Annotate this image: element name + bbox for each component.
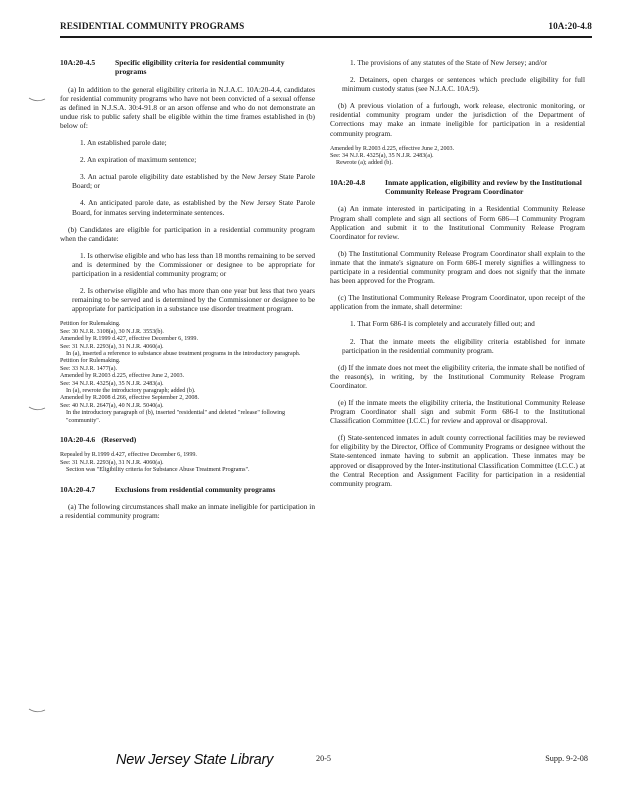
page-footer: [0, 752, 618, 776]
running-header: [60, 21, 592, 35]
history-line: Petition for Rulemaking.: [60, 358, 121, 365]
section-heading: [330, 178, 585, 197]
history-line: See: 31 N.J.R. 2293(a), 31 N.J.R. 4060(a).: [60, 459, 164, 466]
list-item: 1. The provisions of any statutes of the State of New Jersey; and/or: [350, 58, 548, 67]
header-section-code: 10A:20-4.8: [548, 21, 592, 31]
history-line: Amended by R.2003 d.225, effective June 2, 2003.: [330, 145, 455, 152]
supplement-date: Supp. 9-2-08: [545, 754, 588, 763]
section-heading: [60, 435, 315, 444]
header-rule: [60, 36, 592, 38]
history-line: Section was "Eligibility criteria for Substance Abuse Treatment Programs".: [66, 467, 250, 474]
list-item: 1. That Form 686-I is completely and accurately filled out; and: [350, 319, 535, 329]
history-line: In (a), inserted a reference to substance abuse treatment programs in the introductory paragraph.: [66, 351, 301, 357]
list-item: 2. Is otherwise eligible and who has more than one year but less that two years remaining to be served and is determined by the Commissioner or designee to be appropriate for participation in a substance use disorder treatment program.: [72, 286, 315, 314]
punch-mark-icon: [28, 96, 46, 104]
section-number: 10A:20-4.7: [60, 484, 96, 494]
paragraph: (a) In addition to the general eligibility criteria in N.J.A.C. 10A:20-4.4, candidates for residential community programs who have not been convicted of a sexual offense as defined in N.J.S.A. 30:4-91.8 or an arson offense and who do not demonstrate an undue risk to public safety shall be eligible within the time frames established in (b) below of:: [60, 84, 315, 130]
paragraph: (a) The following circumstances shall make an inmate ineligible for participation in a residential community program:: [60, 501, 315, 520]
list-item: 2. That the inmate meets the eligibility criteria established for inmate participation in the residential community program.: [342, 336, 585, 355]
history-line: Rewrote (a); added (b).: [336, 160, 393, 167]
right-column: [330, 58, 585, 496]
history-line: Amended by R.1999 d.427, effective December 6, 1999.: [60, 336, 198, 343]
list-item: 2. An expiration of maximum sentence;: [80, 155, 197, 165]
history-line: Repealed by R.1999 d.427, effective December 6, 1999.: [60, 452, 197, 459]
list-item: 3. An actual parole eligibility date established by the New Jersey State Parole Board; or: [72, 172, 315, 191]
history-line: In (a), rewrote the introductory paragraph; added (b).: [66, 388, 196, 395]
list-item: 2. Detainers, open charges or sentences which preclude eligibility for full minimum custody status (see N.J.A.C. 10A:9).: [342, 75, 585, 94]
paragraph: (b) A previous violation of a furlough, work release, electronic monitoring, or residential community program under the jurisdiction of the Department of Corrections may make an inmate ineligible for participation in a residential community program.: [330, 101, 585, 138]
section-number: 10A:20-4.6: [60, 435, 96, 445]
left-column: [60, 58, 315, 528]
history-line: See: 34 N.J.R. 4325(a), 35 N.J.R. 2483(a).: [330, 153, 434, 160]
history-line: Petition for Rulemaking.: [60, 321, 121, 328]
paragraph: (a) An inmate interested in participating in a Residential Community Release Program shall complete and sign all sections of Form 686—I Community Program Application and submit it to the Institutional Community Release Program Coordinator for review.: [330, 204, 585, 241]
page-number: 20-5: [316, 754, 332, 763]
punch-mark-icon: [28, 405, 46, 413]
list-item: 4. An anticipated parole date, as established by the New Jersey State Parole Board, for inmates serving indeterminate sentences.: [72, 198, 315, 217]
paragraph: (e) If the inmate meets the eligibility criteria, the Institutional Community Release Program Coordinator shall sign and submit Form 686-I to the Institutional Classification Committee (I.C.C.) for review and approval or disapproval.: [330, 397, 585, 426]
paragraph: (f) State-sentenced inmates in adult county correctional facilities may be reviewed for eligibility by the Director, Office of Community Programs or designee without the State-sentenced inmate having to submit an application. These inmates may be approved or disapproved by the Inter-institutional Classification Committee (I.C.C.) at the Central Reception and Assignment Facility for participation in a residential community program.: [330, 433, 585, 488]
history-line: In the introductory paragraph of (b), inserted "residential" and deleted "release" following "community".: [66, 410, 286, 424]
library-stamp: New Jersey State Library: [116, 752, 274, 768]
section-heading: [60, 485, 315, 494]
section-title: Exclusions from residential community programs: [115, 484, 276, 494]
section-title: (Reserved): [101, 435, 137, 445]
history-line: Amended by R.2008 d.266, effective September 2, 2008.: [60, 395, 199, 402]
section-title: Inmate application, eligibility and review by the Institutional Community Release Program Coordinator: [385, 177, 582, 197]
history-line: See: 30 N.J.R. 3108(a), 30 N.J.R. 3553(b).: [60, 328, 164, 335]
history-line: See: 34 N.J.R. 4325(a), 35 N.J.R. 2483(a).: [60, 380, 164, 387]
paragraph: (c) The Institutional Community Release Program Coordinator, upon receipt of the application from the inmate, shall determine:: [330, 293, 585, 312]
history-line: See: 40 N.J.R. 2647(a), 40 N.J.R. 5040(a).: [60, 402, 164, 409]
history-note: [60, 321, 315, 425]
history-line: See: 33 N.J.R. 1477(a).: [60, 365, 118, 372]
list-item: 1. An established parole date;: [80, 138, 167, 148]
history-line: Amended by R.2003 d.225, effective June 2, 2003.: [60, 373, 185, 380]
paragraph: (b) Candidates are eligible for participation in a residential community program when the candidate:: [60, 224, 315, 243]
punch-mark-icon: [28, 707, 46, 715]
list-item: 1. Is otherwise eligible and who has less than 18 months remaining to be served and is determined by the Commissioner or designee to be appropriate for participation in a residential community program; or: [72, 250, 315, 278]
section-number: 10A:20-4.5: [60, 58, 96, 67]
section-heading: [60, 58, 315, 77]
section-number: 10A:20-4.8: [330, 177, 366, 187]
history-note: [60, 452, 315, 474]
history-note: [330, 146, 585, 168]
header-title: RESIDENTIAL COMMUNITY PROGRAMS: [60, 21, 245, 31]
paragraph: (d) If the inmate does not meet the eligibility criteria, the inmate shall be notified of the reason(s), in writing, by the Institutional Community Release Program Coordinator.: [330, 362, 585, 390]
history-line: See: 31 N.J.R. 2293(a), 31 N.J.R. 4060(a).: [60, 343, 164, 350]
section-title: Specific eligibility criteria for residential community programs: [115, 58, 285, 77]
paragraph: (b) The Institutional Community Release Program Coordinator shall explain to the inmate that the inmate's signature on Form 686-I merely signifies a willingness to participate in a residential community program and does not signify that the inmate has been approved for the Program.: [330, 248, 585, 286]
